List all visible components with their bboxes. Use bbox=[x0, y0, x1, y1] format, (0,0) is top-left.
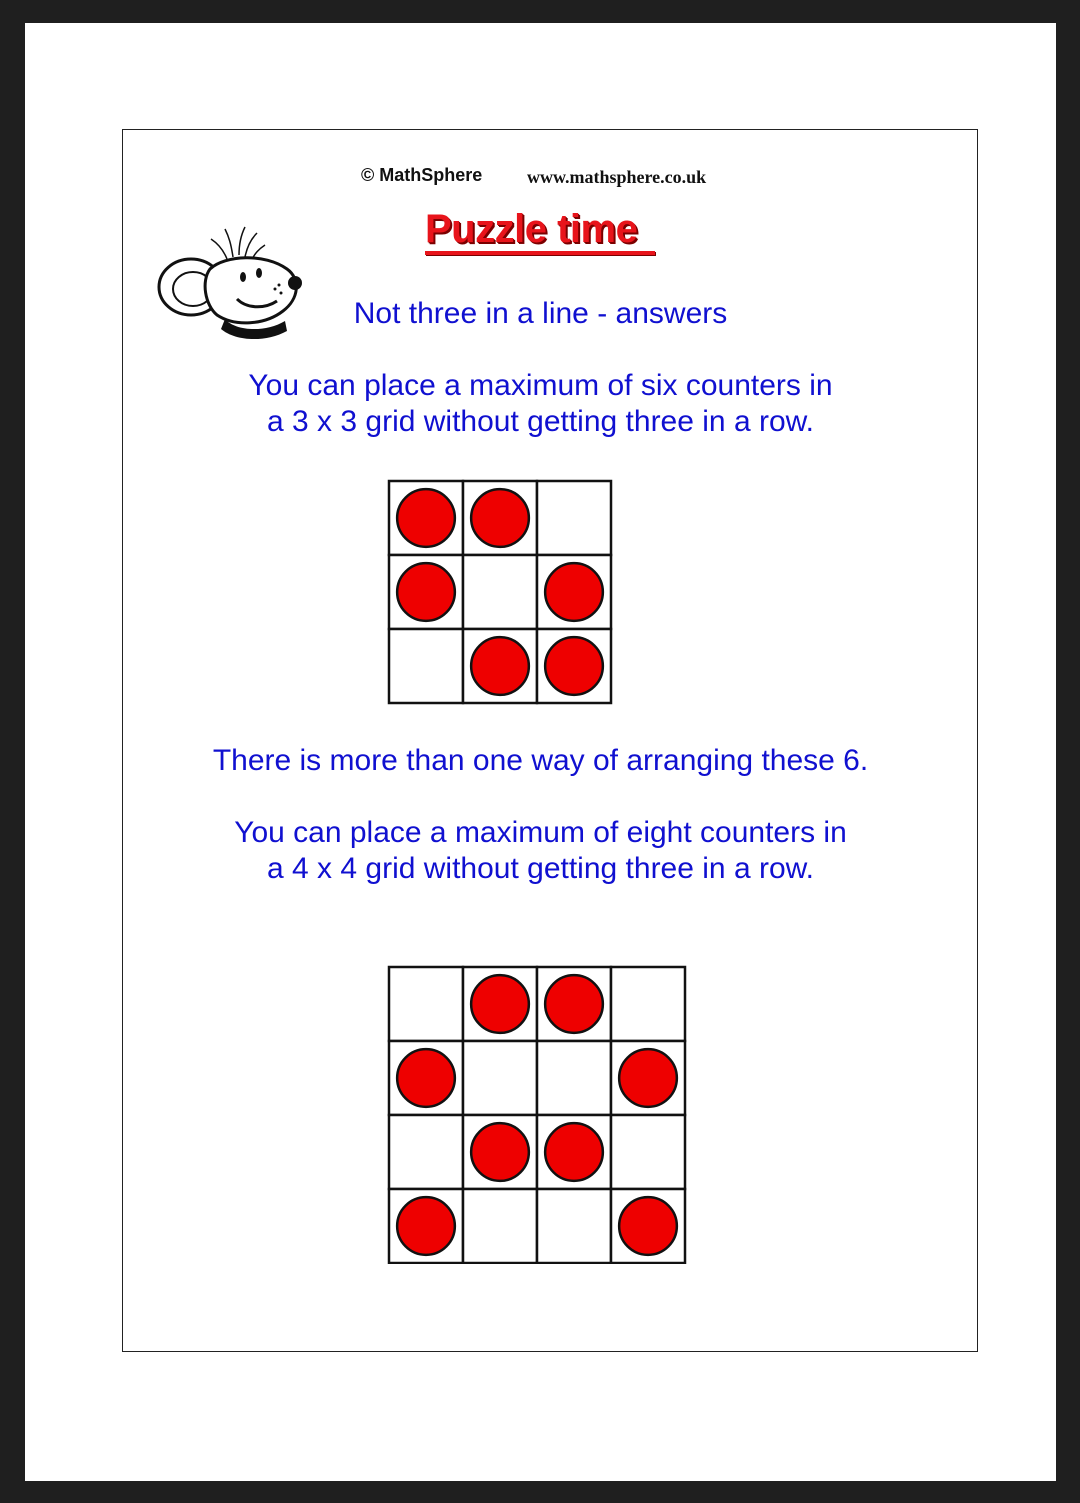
counter bbox=[545, 637, 603, 695]
paragraph-six-counters bbox=[25, 368, 1056, 440]
grid-cell bbox=[611, 967, 685, 1041]
copyright-text: © MathSphere bbox=[361, 165, 483, 185]
counter bbox=[471, 489, 529, 547]
grid-cell bbox=[611, 1115, 685, 1189]
counter bbox=[471, 637, 529, 695]
counter bbox=[471, 975, 529, 1033]
grid-cell bbox=[389, 629, 463, 703]
counter bbox=[619, 1197, 677, 1255]
counter bbox=[545, 563, 603, 621]
paragraph-eight-counters bbox=[25, 815, 1056, 887]
grid-4x4 bbox=[387, 965, 687, 1264]
counter bbox=[397, 489, 455, 547]
page-title: Puzzle time bbox=[425, 207, 638, 251]
title-underline bbox=[425, 251, 655, 255]
counter bbox=[619, 1049, 677, 1107]
grid-cell bbox=[463, 1189, 537, 1263]
counter bbox=[545, 1123, 603, 1181]
grid-cell bbox=[389, 1115, 463, 1189]
counter bbox=[545, 975, 603, 1033]
subtitle: Not three in a line - answers bbox=[353, 297, 728, 330]
grid-3x3 bbox=[387, 479, 613, 705]
paragraph1-line1: You can place a maximum of six counters in bbox=[248, 369, 833, 402]
grid-cell bbox=[537, 481, 611, 555]
counter bbox=[397, 1197, 455, 1255]
paragraph3-line2: a 4 x 4 grid without getting three in a row. bbox=[267, 852, 814, 885]
counter bbox=[397, 563, 455, 621]
grid-cell bbox=[463, 1041, 537, 1115]
grid-cell bbox=[537, 1041, 611, 1115]
paragraph-arrangements: There is more than one way of arranging these 6. bbox=[212, 744, 869, 777]
paragraph1-line2: a 3 x 3 grid without getting three in a row. bbox=[267, 405, 814, 438]
counter bbox=[471, 1123, 529, 1181]
website-url: www.mathsphere.co.uk bbox=[527, 167, 707, 187]
worksheet-page bbox=[25, 23, 1056, 1481]
grid-cell bbox=[389, 967, 463, 1041]
counter bbox=[397, 1049, 455, 1107]
grid-cell bbox=[463, 555, 537, 629]
paragraph3-line1: You can place a maximum of eight counters in bbox=[234, 816, 847, 849]
grid-cell bbox=[537, 1189, 611, 1263]
